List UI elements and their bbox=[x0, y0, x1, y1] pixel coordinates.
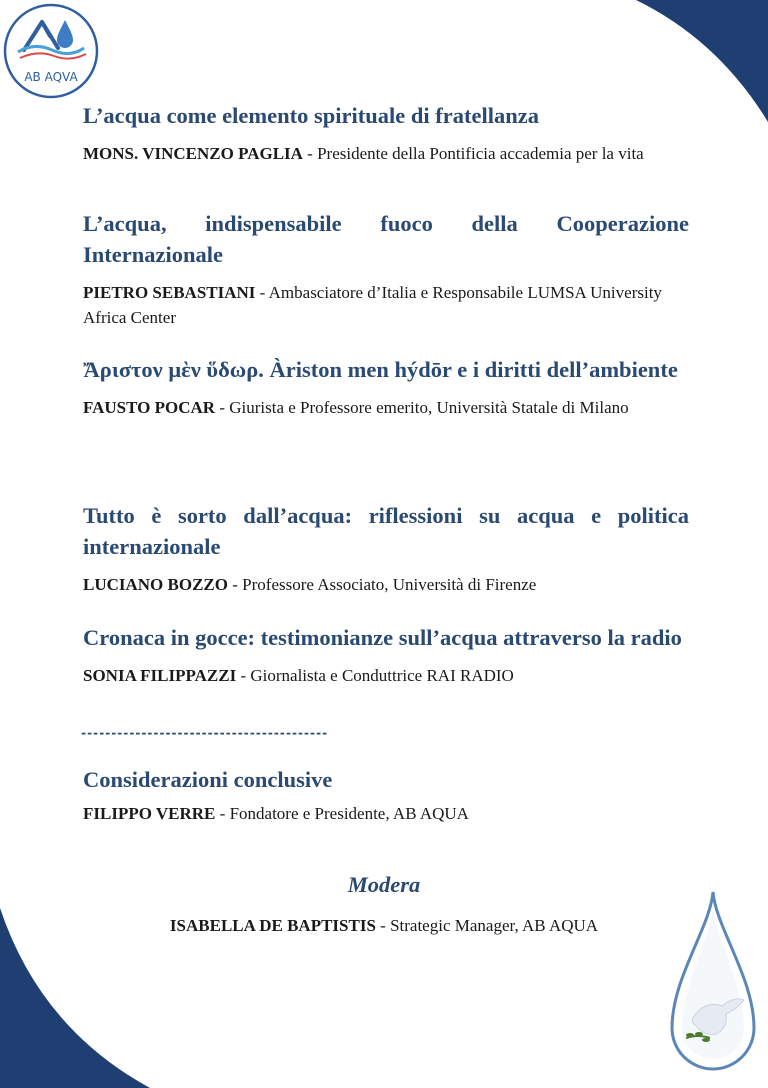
session-title: L’acqua come elemento spirituale di fratellanza bbox=[83, 103, 539, 128]
speaker-line bbox=[83, 801, 689, 826]
session-4 bbox=[83, 500, 689, 597]
moderator-name: ISABELLA DE BAPTISTIS bbox=[169, 916, 376, 935]
logo-icon bbox=[2, 2, 100, 100]
session-title: Ἄριστον μὲν ὕδωρ. Àriston men hýdōr e i diritti dell’ambiente bbox=[83, 357, 678, 382]
moderator-line bbox=[0, 916, 768, 936]
speaker-name: MONS. VINCENZO PAGLIA bbox=[83, 144, 303, 163]
session-6 bbox=[83, 764, 689, 826]
session-title: L’acqua, indispensabile fuoco della Cooperazione Internazionale bbox=[83, 211, 689, 267]
speaker-name: FILIPPO VERRE bbox=[83, 804, 216, 823]
session-2 bbox=[83, 208, 689, 330]
ab-aqva-logo bbox=[2, 2, 100, 100]
speaker-role: - Fondatore e Presidente, AB AQUA bbox=[215, 804, 469, 823]
session-1 bbox=[83, 100, 689, 166]
session-title: Cronaca in gocce: testimonianze sull’acqua attraverso la radio bbox=[83, 625, 682, 650]
session-title: Considerazioni conclusive bbox=[83, 767, 333, 792]
moderator-role: - Strategic Manager, AB AQUA bbox=[375, 916, 599, 935]
speaker-name: PIETRO SEBASTIANI bbox=[83, 283, 256, 302]
dashed-divider: ----------------------------------------- bbox=[80, 726, 328, 740]
speaker-line bbox=[83, 572, 689, 597]
water-drop-dove-icon bbox=[666, 888, 760, 1084]
speaker-role: - Professore Associato, Università di Firenze bbox=[228, 575, 537, 594]
speaker-role: - Giornalista e Conduttrice RAI RADIO bbox=[236, 666, 514, 685]
speaker-line bbox=[83, 395, 689, 420]
session-5 bbox=[83, 622, 689, 688]
speaker-role: - Ambasciatore d’Italia e Responsabile LUMSA University Africa Center bbox=[83, 283, 662, 327]
speaker-role: - Giurista e Professore emerito, Università Statale di Milano bbox=[215, 398, 629, 417]
speaker-line bbox=[83, 663, 689, 688]
speaker-line bbox=[83, 141, 689, 166]
session-title: Tutto è sorto dall’acqua: riflessioni su acqua e politica internazionale bbox=[83, 503, 689, 559]
speaker-role: - Presidente della Pontificia accademia per la vita bbox=[302, 144, 644, 163]
speaker-line bbox=[83, 280, 689, 330]
svg-text:AB AQVA: AB AQVA bbox=[24, 70, 78, 84]
speaker-name: SONIA FILIPPAZZI bbox=[83, 666, 237, 685]
session-3 bbox=[83, 354, 689, 420]
speaker-name: FAUSTO POCAR bbox=[83, 398, 216, 417]
speaker-name: LUCIANO BOZZO bbox=[83, 575, 228, 594]
moderator-label: Modera bbox=[347, 872, 421, 897]
